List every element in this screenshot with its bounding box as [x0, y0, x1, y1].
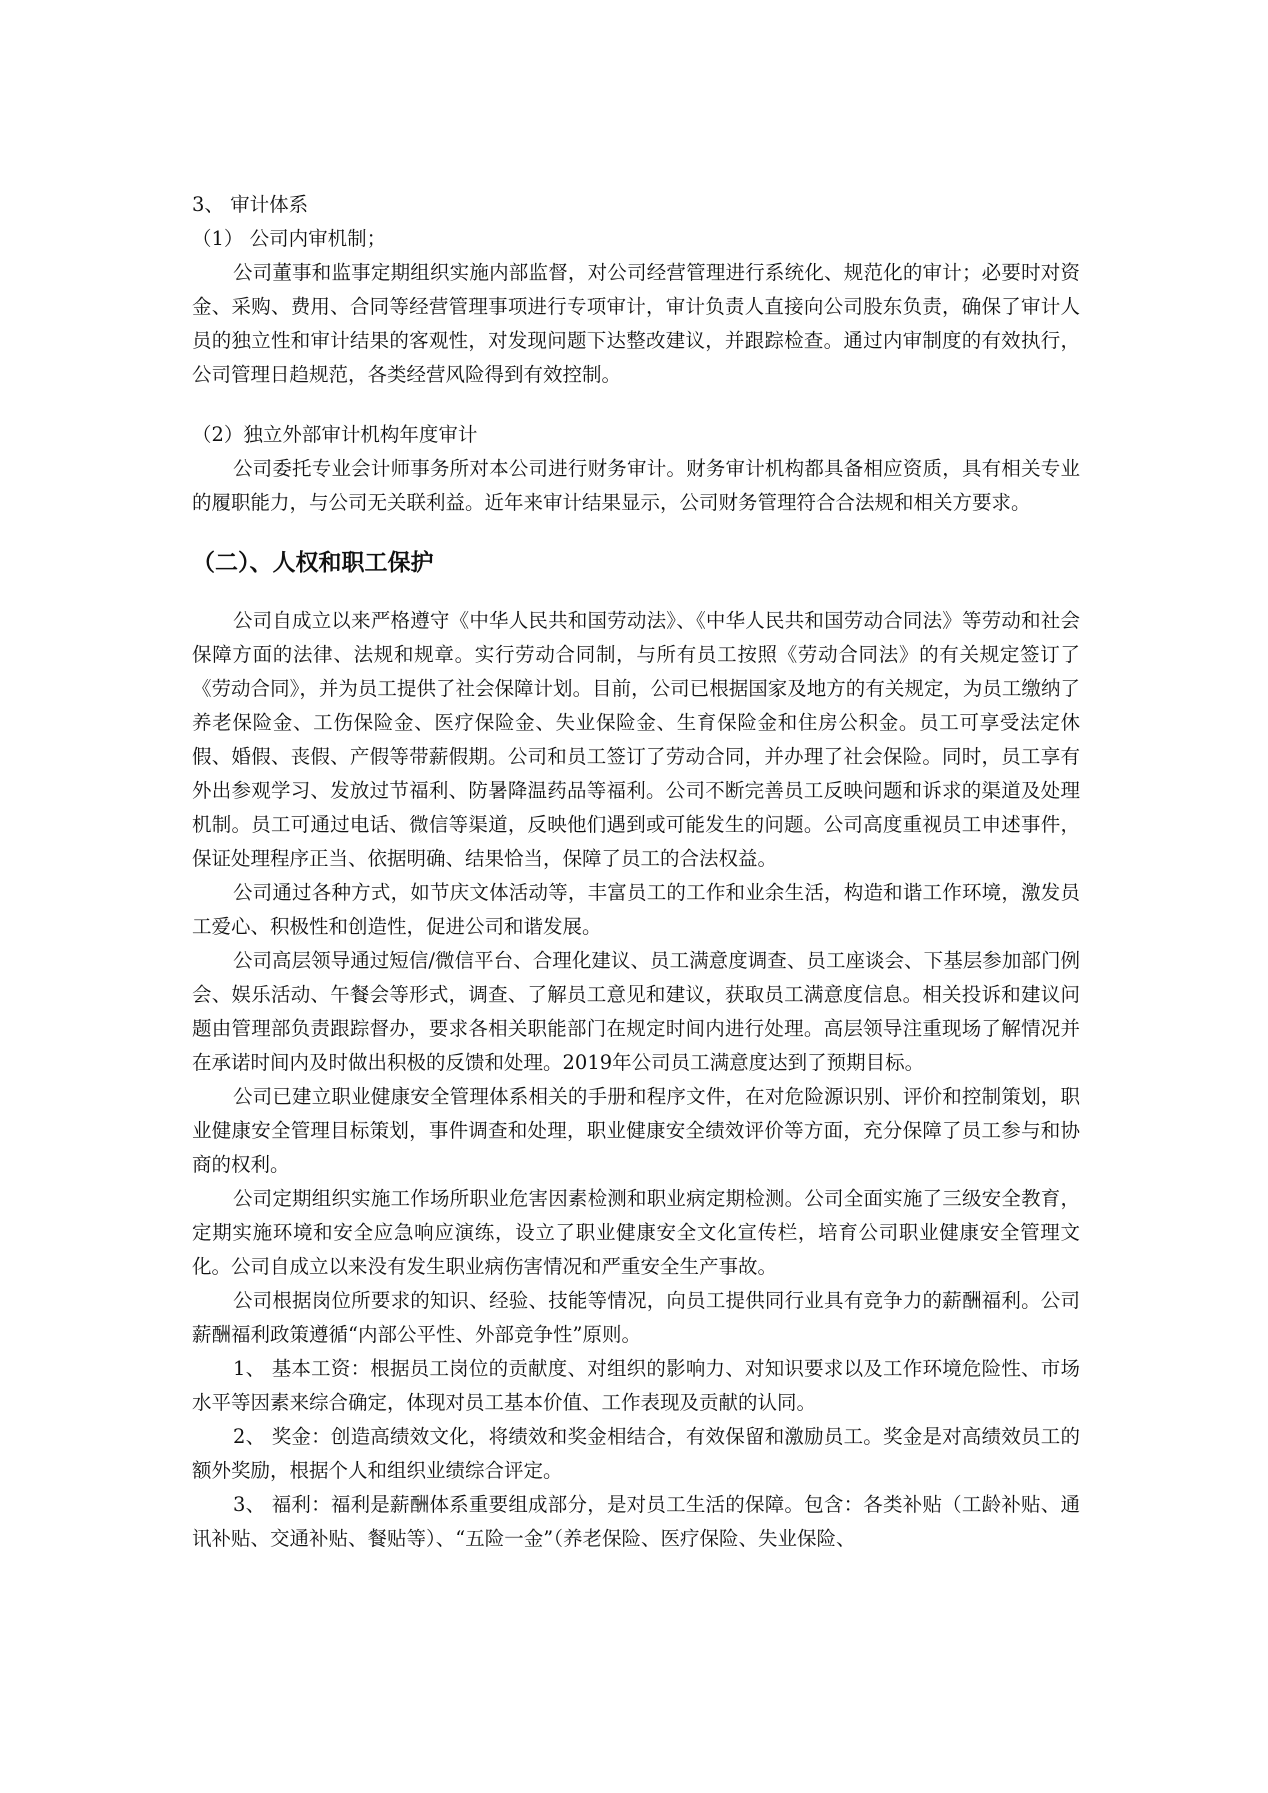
external-audit-heading: （2）独立外部审计机构年度审计	[192, 423, 478, 446]
external-audit-paragraph: 公司委托专业会计师事务所对本公司进行财务审计。财务审计机构都具备相应资质，具有相关专业的履职能力，与公司无关联利益。近年来审计结果显示，公司财务管理符合合法规和相关方要求。	[192, 457, 1080, 514]
paragraph-labor-law: 公司自成立以来严格遵守《中华人民共和国劳动法》、《中华人民共和国劳动合同法》等劳动和社会保障方面的法律、法规和规章。实行劳动合同制，与所有员工按照《劳动合同法》的有关规定签订了《劳动合同》，并为员工提供了社会保障计划。目前，公司已根据国家及地方的有关规定，为员工缴纳了养老保险金、工伤保险金、医疗保险金、失业保险金、生育保险金和住房公积金。员工可享受法定休假、婚假、丧假、产假等带薪假期。公司和员工签订了劳动合同，并办理了社会保险。同时，员工享有外出参观学习、发放过节福利、防暑降温药品等福利。公司不断完善员工反映问题和诉求的渠道及处理机制。员工可通过电话、微信等渠道，反映他们遇到或可能发生的问题。公司高度重视员工申述事件，保证处理程序正当、依据明确、结果恰当，保障了员工的合法权益。	[192, 609, 1080, 870]
internal-audit-heading: （1） 公司内审机制；	[192, 227, 387, 250]
paragraph-cultural-activities: 公司通过各种方式，如节庆文体活动等，丰富员工的工作和业余生活，构造和谐工作环境，激发员工爱心、积极性和创造性，促进公司和谐发展。	[192, 881, 1080, 938]
list-item-bonus: 2、 奖金：创造高绩效文化，将绩效和奖金相结合，有效保留和激励员工。奖金是对高绩效员工的额外奖励，根据个人和组织业绩综合评定。	[192, 1425, 1080, 1482]
list-item-welfare: 3、 福利：福利是薪酬体系重要组成部分，是对员工生活的保障。包含：各类补贴（工龄补贴、通讯补贴、交通补贴、餐贴等）、“五险一金”（养老保险、医疗保险、失业保险、	[192, 1493, 1080, 1550]
paragraph-employee-satisfaction: 公司高层领导通过短信/微信平台、合理化建议、员工满意度调查、员工座谈会、下基层参加部门例会、娱乐活动、午餐会等形式，调查、了解员工意见和建议，获取员工满意度信息。相关投诉和建议问题由管理部负责跟踪督办，要求各相关职能部门在规定时间内进行处理。高层领导注重现场了解情况并在承诺时间内及时做出积极的反馈和处理。2019年公司员工满意度达到了预期目标。	[192, 949, 1080, 1074]
audit-system-heading: 3、 审计体系	[192, 193, 309, 216]
section-title: （二）、人权和职工保护	[192, 550, 434, 576]
page-content	[192, 188, 1080, 1556]
internal-audit-paragraph: 公司董事和监事定期组织实施内部监督，对公司经营管理进行系统化、规范化的审计；必要时对资金、采购、费用、合同等经营管理事项进行专项审计，审计负责人直接向公司股东负责，确保了审计人员的独立性和审计结果的客观性，对发现问题下达整改建议，并跟踪检查。通过内审制度的有效执行，公司管理日趋规范，各类经营风险得到有效控制。	[192, 261, 1080, 386]
paragraph-ohs-system: 公司已建立职业健康安全管理体系相关的手册和程序文件，在对危险源识别、评价和控制策划，职业健康安全管理目标策划，事件调查和处理，职业健康安全绩效评价等方面，充分保障了员工参与和协商的权利。	[192, 1085, 1080, 1176]
paragraph-ohs-inspection: 公司定期组织实施工作场所职业危害因素检测和职业病定期检测。公司全面实施了三级安全教育，定期实施环境和安全应急响应演练，设立了职业健康安全文化宣传栏，培育公司职业健康安全管理文化。公司自成立以来没有发生职业病伤害情况和严重安全生产事故。	[192, 1187, 1080, 1278]
list-item-base-salary: 1、 基本工资：根据员工岗位的贡献度、对组织的影响力、对知识要求以及工作环境危险性、市场水平等因素来综合确定，体现对员工基本价值、工作表现及贡献的认同。	[192, 1357, 1080, 1414]
paragraph-compensation-policy: 公司根据岗位所要求的知识、经验、技能等情况，向员工提供同行业具有竞争力的薪酬福利。公司薪酬福利政策遵循“内部公平性、外部竞争性”原则。	[192, 1289, 1080, 1346]
paragraph-gap	[192, 392, 1080, 418]
